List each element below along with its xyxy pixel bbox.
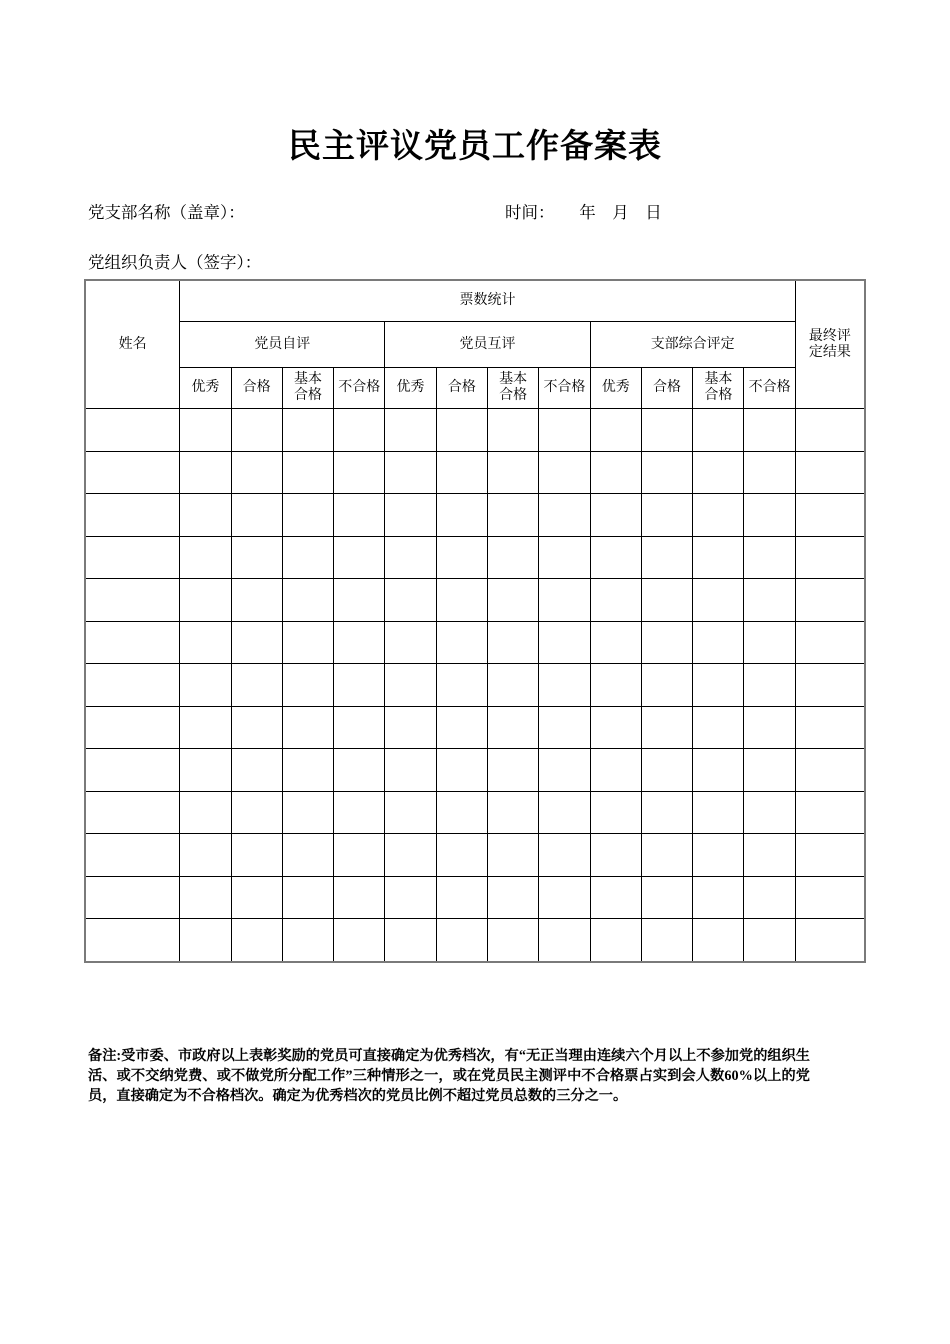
- cell-vote-count[interactable]: [180, 791, 231, 834]
- cell-vote-count[interactable]: [180, 834, 231, 877]
- cell-vote-count[interactable]: [385, 876, 436, 919]
- cell-vote-count[interactable]: [180, 706, 231, 749]
- cell-vote-count[interactable]: [693, 451, 744, 494]
- cell-vote-count[interactable]: [539, 791, 590, 834]
- cell-vote-count[interactable]: [282, 749, 333, 792]
- table-row: [86, 919, 865, 962]
- cell-vote-count[interactable]: [385, 409, 436, 452]
- cell-vote-count[interactable]: [744, 749, 795, 792]
- cell-vote-count[interactable]: [488, 834, 539, 877]
- cell-final-result[interactable]: [795, 706, 864, 749]
- cell-vote-count[interactable]: [385, 834, 436, 877]
- cell-vote-count[interactable]: [641, 664, 692, 707]
- header-group-self-evaluation: 党员自评: [180, 322, 385, 368]
- cell-vote-count[interactable]: [641, 451, 692, 494]
- cell-vote-count[interactable]: [334, 536, 385, 579]
- cell-vote-count[interactable]: [488, 876, 539, 919]
- cell-name[interactable]: [86, 919, 180, 962]
- cell-name[interactable]: [86, 494, 180, 537]
- cell-vote-count[interactable]: [590, 409, 641, 452]
- cell-vote-count[interactable]: [385, 494, 436, 537]
- table-header-row-ratings: [86, 368, 865, 409]
- cell-vote-count[interactable]: [539, 494, 590, 537]
- header-rating-2-0: 优秀: [590, 368, 641, 409]
- cell-vote-count[interactable]: [641, 494, 692, 537]
- cell-vote-count[interactable]: [641, 579, 692, 622]
- cell-final-result[interactable]: [795, 451, 864, 494]
- header-rating-2-2: [693, 368, 744, 409]
- cell-vote-count[interactable]: [385, 579, 436, 622]
- table-row: [86, 749, 865, 792]
- cell-vote-count[interactable]: [744, 834, 795, 877]
- table-row: [86, 706, 865, 749]
- cell-vote-count[interactable]: [744, 451, 795, 494]
- cell-vote-count[interactable]: [282, 791, 333, 834]
- cell-vote-count[interactable]: [744, 536, 795, 579]
- cell-vote-count[interactable]: [539, 706, 590, 749]
- cell-vote-count[interactable]: [590, 876, 641, 919]
- table-row: [86, 494, 865, 537]
- cell-vote-count[interactable]: [282, 664, 333, 707]
- page-title: 民主评议党员工作备案表: [288, 129, 662, 165]
- cell-name[interactable]: [86, 876, 180, 919]
- cell-name[interactable]: [86, 536, 180, 579]
- header-votes-statistics: 票数统计: [180, 281, 796, 322]
- cell-vote-count[interactable]: [488, 791, 539, 834]
- cell-vote-count[interactable]: [282, 451, 333, 494]
- header-rating-1-3: 不合格: [539, 368, 590, 409]
- cell-vote-count[interactable]: [488, 749, 539, 792]
- cell-vote-count[interactable]: [488, 621, 539, 664]
- header-rating-0-1: 合格: [231, 368, 282, 409]
- cell-final-result[interactable]: [795, 919, 864, 962]
- cell-vote-count[interactable]: [590, 749, 641, 792]
- cell-vote-count[interactable]: [744, 621, 795, 664]
- cell-vote-count[interactable]: [334, 664, 385, 707]
- cell-vote-count[interactable]: [590, 919, 641, 962]
- cell-vote-count[interactable]: [282, 494, 333, 537]
- cell-name[interactable]: [86, 834, 180, 877]
- cell-vote-count[interactable]: [334, 494, 385, 537]
- cell-vote-count[interactable]: [231, 536, 282, 579]
- header-group-branch-evaluation: 支部综合评定: [590, 322, 795, 368]
- cell-vote-count[interactable]: [744, 409, 795, 452]
- leader-signature-label: 党组织负责人（签字）：: [88, 253, 262, 272]
- table-row: [86, 409, 865, 452]
- cell-name[interactable]: [86, 621, 180, 664]
- cell-vote-count[interactable]: [385, 791, 436, 834]
- cell-vote-count[interactable]: [641, 876, 692, 919]
- cell-vote-count[interactable]: [385, 919, 436, 962]
- header-rating-2-1: 合格: [641, 368, 692, 409]
- table-row: [86, 536, 865, 579]
- cell-vote-count[interactable]: [693, 834, 744, 877]
- cell-vote-count[interactable]: [231, 664, 282, 707]
- table-row: [86, 664, 865, 707]
- cell-vote-count[interactable]: [488, 579, 539, 622]
- header-final-result-line2: 定结果: [808, 344, 851, 360]
- cell-vote-count[interactable]: [282, 919, 333, 962]
- cell-vote-count[interactable]: [436, 579, 487, 622]
- cell-vote-count[interactable]: [436, 621, 487, 664]
- cell-vote-count[interactable]: [693, 621, 744, 664]
- cell-vote-count[interactable]: [231, 409, 282, 452]
- cell-vote-count[interactable]: [693, 409, 744, 452]
- table-row: [86, 621, 865, 664]
- cell-vote-count[interactable]: [334, 409, 385, 452]
- cell-vote-count[interactable]: [693, 791, 744, 834]
- cell-vote-count[interactable]: [231, 834, 282, 877]
- cell-vote-count[interactable]: [744, 876, 795, 919]
- cell-vote-count[interactable]: [744, 494, 795, 537]
- cell-vote-count[interactable]: [282, 536, 333, 579]
- cell-vote-count[interactable]: [436, 834, 487, 877]
- cell-vote-count[interactable]: [693, 664, 744, 707]
- cell-vote-count[interactable]: [436, 409, 487, 452]
- table-header-row-groups: [86, 322, 865, 368]
- cell-vote-count[interactable]: [539, 409, 590, 452]
- header-rating-line: 合格: [499, 388, 528, 403]
- header-group-peer-evaluation: 党员互评: [385, 322, 590, 368]
- cell-name[interactable]: [86, 579, 180, 622]
- cell-vote-count[interactable]: [282, 834, 333, 877]
- cell-vote-count[interactable]: [539, 919, 590, 962]
- header-name: 姓名: [86, 281, 180, 409]
- cell-vote-count[interactable]: [590, 664, 641, 707]
- cell-vote-count[interactable]: [180, 494, 231, 537]
- cell-vote-count[interactable]: [385, 664, 436, 707]
- cell-vote-count[interactable]: [231, 876, 282, 919]
- cell-name[interactable]: [86, 409, 180, 452]
- cell-final-result[interactable]: [795, 621, 864, 664]
- cell-name[interactable]: [86, 791, 180, 834]
- cell-vote-count[interactable]: [231, 451, 282, 494]
- header-rating-line: 基本: [499, 372, 528, 388]
- cell-vote-count[interactable]: [693, 749, 744, 792]
- table-row: [86, 876, 865, 919]
- cell-vote-count[interactable]: [641, 706, 692, 749]
- cell-vote-count[interactable]: [180, 409, 231, 452]
- header-rating-1-2: [488, 368, 539, 409]
- cell-vote-count[interactable]: [641, 919, 692, 962]
- header-rating-line: 基本: [704, 372, 733, 388]
- cell-final-result[interactable]: [795, 749, 864, 792]
- cell-vote-count[interactable]: [282, 621, 333, 664]
- cell-vote-count[interactable]: [334, 451, 385, 494]
- cell-vote-count[interactable]: [641, 409, 692, 452]
- cell-vote-count[interactable]: [180, 451, 231, 494]
- date-label: 时间： 年 月 日: [505, 203, 662, 222]
- cell-final-result[interactable]: [795, 409, 864, 452]
- table-header-row-top: [86, 281, 865, 322]
- cell-vote-count[interactable]: [180, 579, 231, 622]
- cell-vote-count[interactable]: [334, 579, 385, 622]
- cell-vote-count[interactable]: [539, 579, 590, 622]
- header-rating-1-0: 优秀: [385, 368, 436, 409]
- cell-vote-count[interactable]: [385, 451, 436, 494]
- table-row: [86, 579, 865, 622]
- table-row: [86, 834, 865, 877]
- cell-name[interactable]: [86, 706, 180, 749]
- cell-vote-count[interactable]: [231, 494, 282, 537]
- cell-final-result[interactable]: [795, 536, 864, 579]
- cell-name[interactable]: [86, 749, 180, 792]
- cell-vote-count[interactable]: [436, 919, 487, 962]
- cell-vote-count[interactable]: [231, 579, 282, 622]
- cell-vote-count[interactable]: [641, 536, 692, 579]
- table-row: [86, 451, 865, 494]
- evaluation-table-container: [85, 280, 865, 962]
- cell-vote-count[interactable]: [231, 919, 282, 962]
- cell-vote-count[interactable]: [180, 919, 231, 962]
- header-rating-line: 合格: [293, 388, 322, 403]
- cell-vote-count[interactable]: [590, 494, 641, 537]
- cell-final-result[interactable]: [795, 791, 864, 834]
- cell-final-result[interactable]: [795, 834, 864, 877]
- cell-vote-count[interactable]: [488, 494, 539, 537]
- footer-note: 备注:受市委、市政府以上表彰奖励的党员可直接确定为优秀档次，有“无正当理由连续六个月以上不参加党的组织生活、或不交纳党费、或不做党所分配工作”三种情形之一，或在党员民主测评中不合格票占实到会人数60%以上的党员，直接确定为不合格档次。确定为优秀档次的党员比例不超过党员总数的三分之一。: [88, 1048, 810, 1105]
- cell-vote-count[interactable]: [744, 791, 795, 834]
- cell-vote-count[interactable]: [385, 749, 436, 792]
- cell-vote-count[interactable]: [385, 621, 436, 664]
- cell-vote-count[interactable]: [180, 621, 231, 664]
- cell-vote-count[interactable]: [436, 749, 487, 792]
- cell-vote-count[interactable]: [590, 451, 641, 494]
- cell-vote-count[interactable]: [693, 536, 744, 579]
- cell-vote-count[interactable]: [539, 664, 590, 707]
- cell-vote-count[interactable]: [590, 536, 641, 579]
- cell-vote-count[interactable]: [693, 876, 744, 919]
- header-rating-0-3: 不合格: [334, 368, 385, 409]
- cell-vote-count[interactable]: [539, 621, 590, 664]
- cell-name[interactable]: [86, 664, 180, 707]
- cell-vote-count[interactable]: [590, 791, 641, 834]
- cell-vote-count[interactable]: [231, 706, 282, 749]
- cell-vote-count[interactable]: [231, 621, 282, 664]
- cell-vote-count[interactable]: [488, 409, 539, 452]
- cell-vote-count[interactable]: [436, 706, 487, 749]
- header-rating-line: 合格: [704, 388, 733, 403]
- cell-vote-count[interactable]: [334, 876, 385, 919]
- cell-vote-count[interactable]: [231, 749, 282, 792]
- cell-vote-count[interactable]: [590, 834, 641, 877]
- cell-vote-count[interactable]: [180, 536, 231, 579]
- cell-vote-count[interactable]: [436, 494, 487, 537]
- cell-vote-count[interactable]: [744, 579, 795, 622]
- cell-final-result[interactable]: [795, 664, 864, 707]
- cell-vote-count[interactable]: [693, 919, 744, 962]
- evaluation-table: [85, 280, 865, 962]
- cell-vote-count[interactable]: [334, 749, 385, 792]
- cell-vote-count[interactable]: [282, 706, 333, 749]
- cell-vote-count[interactable]: [744, 706, 795, 749]
- cell-vote-count[interactable]: [488, 536, 539, 579]
- cell-vote-count[interactable]: [488, 706, 539, 749]
- cell-name[interactable]: [86, 451, 180, 494]
- cell-vote-count[interactable]: [334, 791, 385, 834]
- cell-vote-count[interactable]: [436, 536, 487, 579]
- cell-vote-count[interactable]: [641, 834, 692, 877]
- cell-vote-count[interactable]: [334, 834, 385, 877]
- header-final-result: [795, 281, 864, 409]
- cell-vote-count[interactable]: [334, 621, 385, 664]
- header-rating-line: 基本: [293, 372, 322, 388]
- cell-vote-count[interactable]: [744, 664, 795, 707]
- cell-vote-count[interactable]: [590, 706, 641, 749]
- header-rating-2-3: 不合格: [744, 368, 795, 409]
- cell-vote-count[interactable]: [180, 876, 231, 919]
- cell-vote-count[interactable]: [539, 876, 590, 919]
- header-rating-0-0: 优秀: [180, 368, 231, 409]
- cell-vote-count[interactable]: [231, 791, 282, 834]
- cell-vote-count[interactable]: [180, 664, 231, 707]
- cell-vote-count[interactable]: [488, 919, 539, 962]
- cell-vote-count[interactable]: [282, 409, 333, 452]
- cell-vote-count[interactable]: [180, 749, 231, 792]
- cell-vote-count[interactable]: [488, 664, 539, 707]
- cell-vote-count[interactable]: [641, 621, 692, 664]
- cell-vote-count[interactable]: [641, 749, 692, 792]
- cell-vote-count[interactable]: [436, 451, 487, 494]
- cell-vote-count[interactable]: [641, 791, 692, 834]
- cell-vote-count[interactable]: [539, 451, 590, 494]
- cell-vote-count[interactable]: [282, 876, 333, 919]
- cell-vote-count[interactable]: [539, 834, 590, 877]
- cell-vote-count[interactable]: [590, 621, 641, 664]
- cell-vote-count[interactable]: [385, 536, 436, 579]
- cell-vote-count[interactable]: [436, 791, 487, 834]
- cell-vote-count[interactable]: [334, 919, 385, 962]
- cell-final-result[interactable]: [795, 876, 864, 919]
- cell-vote-count[interactable]: [693, 494, 744, 537]
- cell-vote-count[interactable]: [282, 579, 333, 622]
- cell-vote-count[interactable]: [488, 451, 539, 494]
- cell-vote-count[interactable]: [436, 876, 487, 919]
- header-rating-0-2: [282, 368, 333, 409]
- cell-vote-count[interactable]: [590, 579, 641, 622]
- header-rating-1-1: 合格: [436, 368, 487, 409]
- cell-vote-count[interactable]: [539, 536, 590, 579]
- cell-final-result[interactable]: [795, 579, 864, 622]
- branch-name-label: 党支部名称（盖章）：: [88, 203, 245, 222]
- table-row: [86, 791, 865, 834]
- cell-vote-count[interactable]: [436, 664, 487, 707]
- cell-vote-count[interactable]: [744, 919, 795, 962]
- cell-final-result[interactable]: [795, 494, 864, 537]
- cell-vote-count[interactable]: [693, 579, 744, 622]
- cell-vote-count[interactable]: [334, 706, 385, 749]
- header-final-result-line1: 最终评: [808, 328, 851, 344]
- cell-vote-count[interactable]: [385, 706, 436, 749]
- cell-vote-count[interactable]: [539, 749, 590, 792]
- cell-vote-count[interactable]: [693, 706, 744, 749]
